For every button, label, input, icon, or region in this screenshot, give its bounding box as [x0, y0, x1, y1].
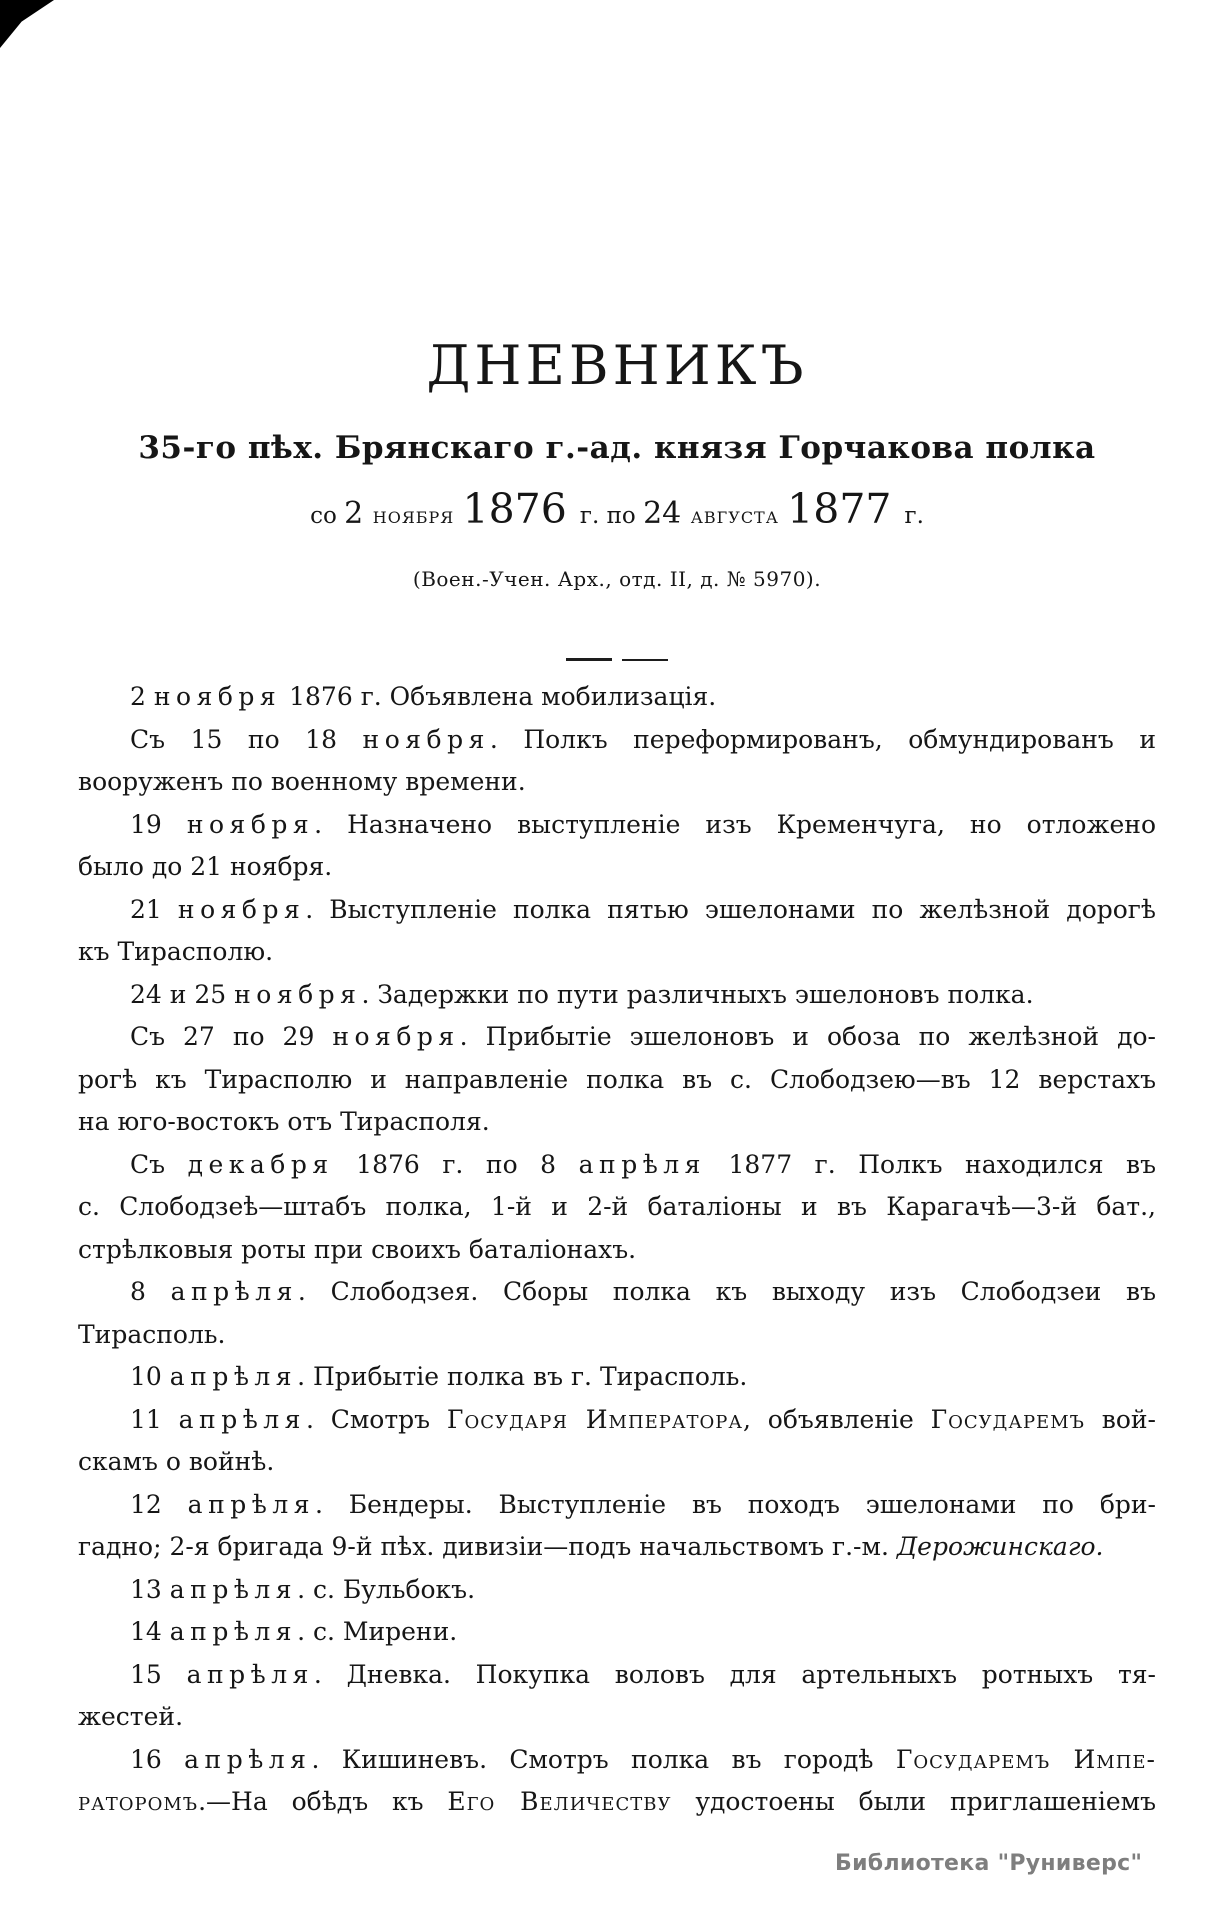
- diary-line: [78, 889, 1156, 932]
- diary-line: [78, 846, 1156, 889]
- diary-line: [78, 1186, 1156, 1229]
- text-segment: Государемъ: [930, 1404, 1085, 1434]
- text-segment: ноября: [234, 979, 362, 1009]
- text-segment: ноября: [332, 1022, 460, 1051]
- text-segment: 10: [130, 1362, 170, 1391]
- text-segment: Государя Императора: [446, 1404, 744, 1434]
- text-segment: декабря: [187, 1149, 334, 1179]
- text-segment: Его Величеству: [447, 1787, 672, 1816]
- text-segment: Дерожинскаго.: [896, 1532, 1104, 1561]
- text-segment: удостоены были приглашеніемъ: [671, 1787, 1156, 1816]
- scan-corner-artifact: [0, 0, 54, 48]
- diary-line: [78, 1101, 1156, 1144]
- diary-line: [78, 1696, 1156, 1739]
- text-segment: 13: [130, 1574, 170, 1604]
- text-segment: . Смотръ: [305, 1404, 447, 1434]
- diary-line: [78, 1356, 1156, 1399]
- library-watermark: Библиотека "Руниверс": [835, 1851, 1143, 1876]
- diary-line: [78, 1229, 1156, 1272]
- diary-line: [78, 676, 1156, 719]
- archive-reference: (Воен.-Учен. Арх., отд. II, д. № 5970).: [412, 567, 822, 591]
- text-segment: Тирасполь.: [78, 1319, 226, 1349]
- text-segment: . Прибытіе эшелоновъ и обоза по желѣзной до-: [459, 1022, 1156, 1051]
- text-segment: 2: [130, 682, 154, 711]
- text-segment: раторомъ: [78, 1787, 199, 1816]
- diary-line: [78, 1059, 1156, 1102]
- text-segment: апрѣля: [184, 1744, 312, 1774]
- text-segment: 11: [130, 1404, 179, 1434]
- text-segment: . Прибытіе полка въ г. Тирасполь.: [297, 1362, 748, 1391]
- text-segment: 8: [130, 1277, 171, 1306]
- divider-dash: [622, 659, 668, 661]
- text-segment: гадно; 2-я бригада 9-й пѣх. дивизіи—подъ начальствомъ г.-м.: [78, 1532, 897, 1561]
- diary-line: [78, 1144, 1156, 1187]
- page-title: ДНЕВНИКЪ: [426, 334, 808, 397]
- text-segment: .—На обѣдъ къ: [198, 1787, 448, 1816]
- diary-line: [78, 1271, 1156, 1314]
- text-segment: апрѣля: [178, 1404, 306, 1434]
- text-segment: 1877: [787, 485, 905, 533]
- text-segment: ноября: [362, 724, 490, 754]
- text-segment: августа: [690, 503, 788, 529]
- text-segment: . Кишиневъ. Смотръ полка въ городѣ: [311, 1744, 896, 1774]
- text-segment: Съ 27 по 29: [130, 1022, 333, 1051]
- text-segment: апрѣля: [169, 1617, 298, 1646]
- text-segment: вооруженъ по военному времени.: [78, 767, 526, 796]
- text-segment: ноября: [186, 809, 315, 839]
- diary-line: [78, 1314, 1156, 1357]
- text-segment: 1876 г. по 8: [333, 1149, 579, 1179]
- text-segment: 24: [643, 496, 691, 531]
- section-divider: [78, 658, 1156, 661]
- diary-entries: [78, 676, 1156, 1824]
- text-segment: . с. Бульбокъ.: [297, 1574, 476, 1604]
- text-segment: Съ 15 по 18: [130, 724, 363, 754]
- text-segment: 2: [344, 496, 373, 531]
- diary-line: [78, 1016, 1156, 1059]
- text-segment: со: [310, 503, 345, 529]
- page-content: [78, 0, 1156, 1920]
- text-segment: апрѣля: [578, 1149, 706, 1179]
- text-segment: скамъ о войнѣ.: [78, 1447, 275, 1476]
- diary-line: [78, 1569, 1156, 1612]
- text-segment: с. Слободзеѣ—штабъ полка, 1-й и 2-й баталіоны и въ Карагачѣ—3-й бат.,: [78, 1192, 1156, 1221]
- text-segment: 12: [130, 1489, 188, 1519]
- text-segment: 21: [130, 894, 178, 924]
- text-segment: , объявленіе: [743, 1404, 931, 1434]
- text-segment: ноября: [177, 894, 306, 924]
- text-segment: Государемъ Импе-: [895, 1744, 1156, 1774]
- text-segment: 1877 г. Полкъ находился въ: [705, 1149, 1156, 1179]
- diary-line: [78, 974, 1156, 1017]
- diary-line: [78, 1611, 1156, 1654]
- diary-line: [78, 1781, 1156, 1824]
- text-segment: 14: [130, 1617, 170, 1646]
- text-segment: . Выступленіе полка пятью эшелонами по желѣзной дорогѣ: [305, 894, 1156, 924]
- text-segment: . Задержки по пути различныхъ эшелоновъ полка.: [361, 979, 1034, 1009]
- diary-line: [78, 1399, 1156, 1442]
- text-segment: 1876: [462, 485, 580, 533]
- text-segment: 19: [130, 809, 187, 839]
- text-segment: ноября: [153, 682, 282, 711]
- date-range-line: [78, 482, 1156, 545]
- text-segment: апрѣля: [169, 1574, 298, 1604]
- text-segment: г.: [904, 503, 924, 529]
- text-segment: стрѣлковыя роты при своихъ баталіонахъ.: [78, 1234, 637, 1264]
- text-segment: апрѣля: [187, 1489, 315, 1519]
- text-segment: 15: [130, 1659, 187, 1689]
- text-segment: . Бендеры. Выступленіе въ походъ эшелонами по бри-: [314, 1489, 1156, 1519]
- text-segment: 1876 г. Объявлена мобилизація.: [281, 682, 717, 711]
- text-segment: Съ: [130, 1149, 188, 1179]
- text-segment: было до 21 ноября.: [78, 852, 333, 881]
- text-segment: 24 и 25: [130, 979, 235, 1009]
- text-segment: апрѣля: [169, 1362, 298, 1391]
- diary-line: [78, 931, 1156, 974]
- text-segment: ноября: [372, 503, 463, 529]
- text-segment: къ Тирасполю.: [78, 937, 274, 966]
- text-segment: рогѣ къ Тирасполю и направленіе полка въ с. Слободзею—въ 12 верстахъ: [78, 1064, 1156, 1094]
- text-segment: на юго-востокъ отъ Тирасполя.: [78, 1107, 490, 1136]
- regiment-subtitle: 35-го пѣх. Брянскаго г.-ад. князя Горчакова полка: [138, 430, 1096, 466]
- text-segment: 16: [130, 1744, 185, 1774]
- diary-line: [78, 804, 1156, 847]
- text-segment: . Слободзея. Сборы полка къ выходу изъ Слободзеи въ: [297, 1277, 1156, 1306]
- diary-line: [78, 761, 1156, 804]
- diary-line: [78, 1441, 1156, 1484]
- text-segment: . Назначено выступленіе изъ Кременчуга, но отложено: [314, 809, 1156, 839]
- diary-line: [78, 1484, 1156, 1527]
- text-segment: . Полкъ переформированъ, обмундированъ и: [489, 724, 1156, 754]
- text-segment: апрѣля: [170, 1277, 298, 1306]
- text-segment: . с. Мирени.: [297, 1617, 458, 1646]
- text-segment: . Дневка. Покупка воловъ для артельныхъ ротныхъ тя-: [313, 1659, 1156, 1689]
- diary-line: [78, 719, 1156, 762]
- text-segment: г. по: [579, 503, 644, 529]
- diary-line: [78, 1654, 1156, 1697]
- text-segment: вой-: [1084, 1404, 1156, 1434]
- divider-dash: [566, 658, 612, 661]
- text-segment: апрѣля: [186, 1659, 314, 1689]
- diary-line: [78, 1739, 1156, 1782]
- diary-line: [78, 1526, 1156, 1569]
- text-segment: жестей.: [78, 1702, 184, 1731]
